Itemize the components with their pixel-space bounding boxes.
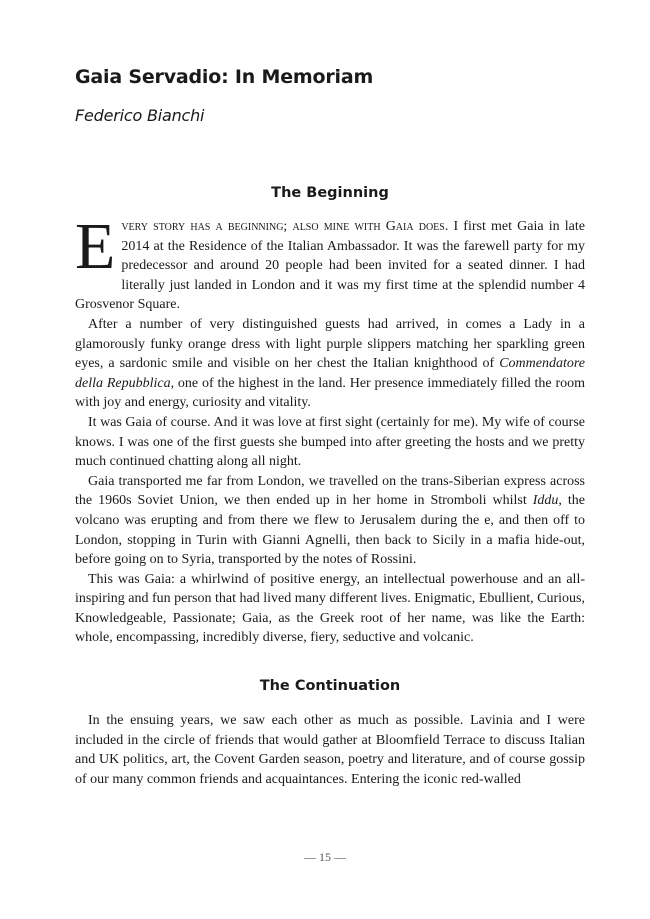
- paragraph-text: I first met Gaia in late 2014 at the Residence of the Italian Ambassador. It was the farewell party for my predecessor and around 20 people had been invited for a seated dinner. I had literally just landed in London and it was my first time at the splendid number 4 Grosvenor Square.: [75, 219, 585, 313]
- paragraph: [75, 472, 585, 570]
- italic-title: Commendatore della Repubblica,: [75, 356, 585, 391]
- italic-name: Iddu: [532, 493, 559, 509]
- section-heading-continuation: The Continuation: [259, 678, 401, 694]
- page-number: — 15 —: [304, 850, 346, 864]
- paragraph-text: , the volcano was erupting and from there we flew to Jerusalem during the e, and then off to London, stopping in Turin with Gianni Agnelli, then back to Sicily in a mafia hide-out, before going on to Syria, transported by the notes of Rossini.: [75, 493, 585, 568]
- section-body-continuation: [75, 711, 585, 789]
- section-body-beginning: [75, 210, 585, 648]
- smallcaps-opening: very story has a beginning; also mine with Gaia does.: [121, 219, 449, 234]
- author-name: Federico Bianchi: [75, 106, 205, 125]
- article-title: Gaia Servadio: In Memoriam: [75, 66, 374, 88]
- paragraph: [75, 315, 585, 413]
- paragraph-text: Gaia transported me far from London, we travelled on the trans-Siberian express across the 1960s Soviet Union, we then ended up in her home in Stromboli whilst: [75, 473, 585, 509]
- drop-cap: E: [75, 210, 116, 283]
- paragraph-text: After a number of very distinguished guests had arrived, in comes a Lady in a glamorously funky orange dress with light purple slippers matching her sparkling green eyes, a sardonic smile and visible on her chest the Italian knighthood of: [75, 316, 585, 372]
- paragraph: In the ensuing years, we saw each other as much as possible. Lavinia and I were included in the circle of friends that would gather at Bloomfield Terrace to discuss Italian and UK politics, art, the Covent Garden season, poetry and literature, and of course gossip of our many common friends and acquaintances. Entering the iconic red-walled: [75, 713, 585, 787]
- section-heading-beginning: The Beginning: [271, 185, 389, 201]
- paragraph: This was Gaia: a whirlwind of positive energy, an intellectual powerhouse and an all-inspiring and fun person that had lived many different lives. Enigmatic, Ebullient, Curious, Knowledgeable, Passionate; Gaia, as the Greek root of her name, was like the Earth: whole, encompassing, incredibly diverse, fiery, seductive and volcanic.: [75, 571, 585, 646]
- paragraph: It was Gaia of course. And it was love at first sight (certainly for me). My wife of course knows. I was one of the first guests she bumped into after greeting the hosts and we pretty much continued chatting along all night.: [75, 414, 585, 470]
- paragraph: [75, 210, 585, 315]
- paragraph-text: one of the highest in the land. Her presence immediately filled the room with joy and energy, curiosity and vitality.: [75, 375, 585, 411]
